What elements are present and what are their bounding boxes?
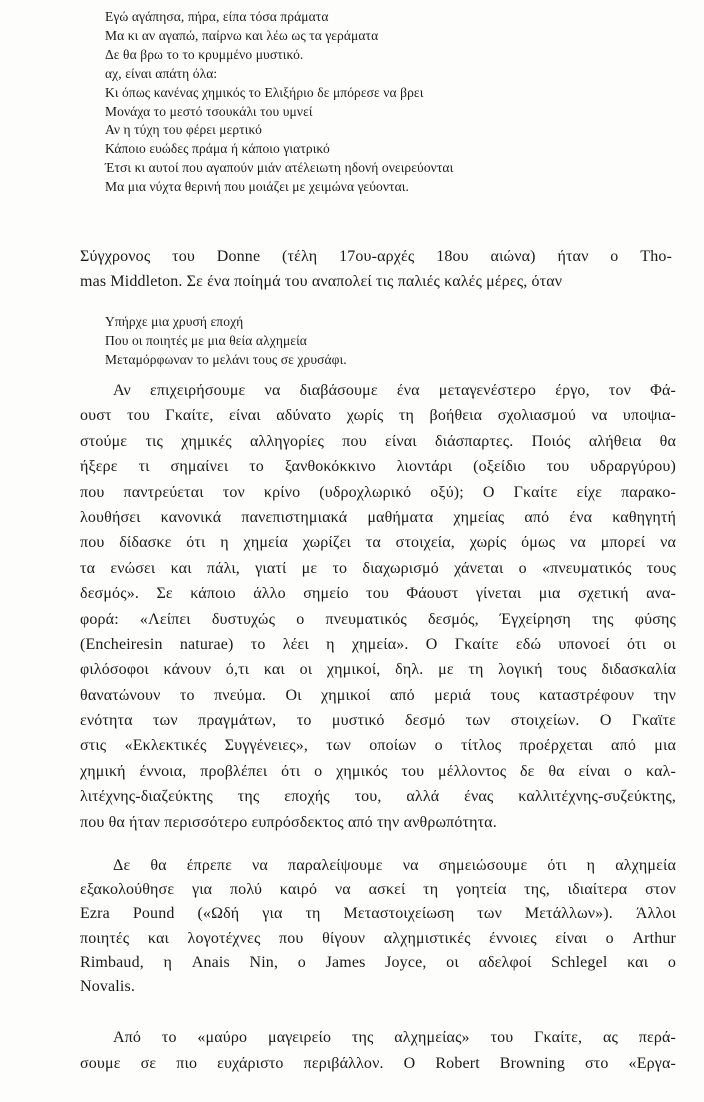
text-line: ποιητές και λογοτέχνες που θίγουν αλχημιστικές έννοιες είναι ο Arthur (80, 929, 676, 947)
text-line: Αν επιχειρήσουμε να διαβάσουμε ένα μεταγενέστερο έργο, τον Φά- (113, 382, 676, 399)
text-line: λουθήσει κανονικά πανεπιστημιακά μαθήματα χημείας από ένα καθηγητή (80, 508, 676, 526)
verse-line: Εγώ αγάπησα, πήρα, είπα τόσα πράματα (105, 9, 329, 24)
text-line: λιτέχνης-διαζεύκτης της εποχής του, αλλά ένας καλλιτέχνης-συζεύκτης, (80, 788, 676, 806)
verse-line: Αν η τύχη του φέρει μερτικό (105, 122, 262, 138)
text-line: φορά: «Λείπει δυστυχώς ο πνευματικός δεσμός, Έγχείρηση της φύσης (80, 610, 676, 628)
text-line: στις «Εκλεκτικές Συγγένειες», των οποίων ο τίτλος προέρχεται από μια (80, 737, 676, 755)
verse-line: Έτσι κι αυτοί που αγαπούν μιάν ατέλειωτη ηδονή ονειρεύονται (105, 160, 454, 176)
text-line: που θα ήταν περισσότερο ευπρόσδεκτος από την ανθρωπότητα. (80, 813, 497, 831)
text-line: Σύγχρονος του Donne (τέλη 17ου-αρχές 18ου αιώνα) ήταν ο Tho- (80, 248, 672, 265)
text-line: (Encheiresin naturae) το λέει η χημεία». Ο Γκαίτε εδώ υπονοεί ότι οι (80, 635, 676, 653)
text-line: ενότητα των πραγμάτων, το μυστικό δεσμό των στοιχείων. Ο Γκαϊτε (80, 712, 676, 730)
text-line: δεσμός». Σε κάποιο άλλο σημείο του Φάουστ γίνεται μια σχετική ανα- (80, 585, 676, 603)
poem-stanza-2 (105, 313, 347, 370)
text-line: θανατώνουν το πνεύμα. Οι χημικοί από μεριά τους καταστρέφουν την (80, 686, 676, 704)
paragraph-alchemy-writers (80, 854, 676, 999)
text-line: χημική έννοια, προβλέπει ότι ο χημικός του μέλλοντος δε θα είναι ο καλ- (80, 762, 676, 780)
verse-line: Που οι ποιητές με μια θεία αλχημεία (105, 332, 307, 348)
text-line: που δίδασκε ότι η χημεία χωρίζει τα στοιχεία, χωρίς όμως να μπορεί να (80, 534, 676, 552)
text-line: Ezra Pound («Ωδή για τη Μεταστοιχείωση των Μετάλλων»). Άλλοι (80, 905, 676, 923)
verse-line: Μα κι αν αγαπώ, παίρνω και λέω ως τα γεράματα (105, 27, 379, 43)
text-line: Rimbaud, η Anais Nin, ο James Joyce, οι αδελφοί Schlegel και ο (80, 953, 676, 971)
text-line: Δε θα έπρεπε να παραλείψουμε να σημειώσουμε ότι η αλχημεία (113, 857, 676, 874)
text-line: ουστ του Γκαίτε, είναι αδύνατο χωρίς τη βοήθεια σχολιασμού να υποψια- (80, 407, 676, 425)
verse-line: Δε θα βρω το το κρυμμένο μυστικό. (105, 46, 304, 62)
text-line: ήξερε τι σημαίνει το ξανθοκόκκινο λιοντάρι (οξείδιο του υδραργύρου) (80, 458, 676, 476)
paragraph-middleton (80, 244, 672, 295)
text-line: στούμε τις χημικές αλληγορίες που είναι διάσπαρτες. Ποιός αλήθεια θα (80, 432, 676, 450)
verse-line: Μονάχα το μεστό τσουκάλι του υμνεί (105, 103, 313, 119)
text-line: τα ενώσει και πάλι, γιατί με το διαχωρισμό χάνεται ο «πνευματικός τους (80, 559, 676, 577)
verse-line: Μα μια νύχτα θερινή που μοιάζει με χειμώνα γεύονται. (105, 179, 409, 195)
text-line: Novalis. (80, 977, 135, 995)
verse-line: Κι όπως κανένας χημικός το Ελιξήριο δε μπόρεσε να βρει (105, 84, 424, 100)
text-line: εξακολούθησε για πολύ καιρό να ασκεί τη γοητεία της, ιδιαίτερα στον (80, 881, 676, 899)
poem-stanza-1 (105, 8, 453, 197)
paragraph-browning (80, 1025, 676, 1077)
text-line: φιλόσοφοι κάνουν ό,τι και οι χημικοί, δηλ. με τη λογική τους διδασκαλία (80, 661, 676, 679)
verse-line: Μεταμόρφωναν το μελάνι τους σε χρυσάφι. (105, 351, 347, 367)
paragraph-faust (80, 378, 676, 835)
text-line: που παντρεύεται τον κρίνο (υδροχλωρικό οξύ); Ο Γκαίτε είχε παρακο- (80, 483, 676, 501)
verse-line: αχ, είναι απάτη όλα: (105, 65, 218, 81)
verse-line: Κάποιο ευώδες πράμα ή κάποιο γιατρικό (105, 141, 330, 157)
verse-line: Υπήρχε μια χρυσή εποχή (105, 314, 244, 329)
text-line: mas Middleton. Σε ένα ποίημά του αναπολεί τις παλιές καλές μέρες, όταν (80, 273, 563, 291)
text-line: Από το «μαύρο μαγειρείο της αλχημείας» του Γκαίτε, ας περά- (113, 1029, 676, 1046)
text-line: σουμε σε πιο ευχάριστο περιβάλλον. Ο Robert Browning στο «Εργα- (80, 1055, 676, 1072)
